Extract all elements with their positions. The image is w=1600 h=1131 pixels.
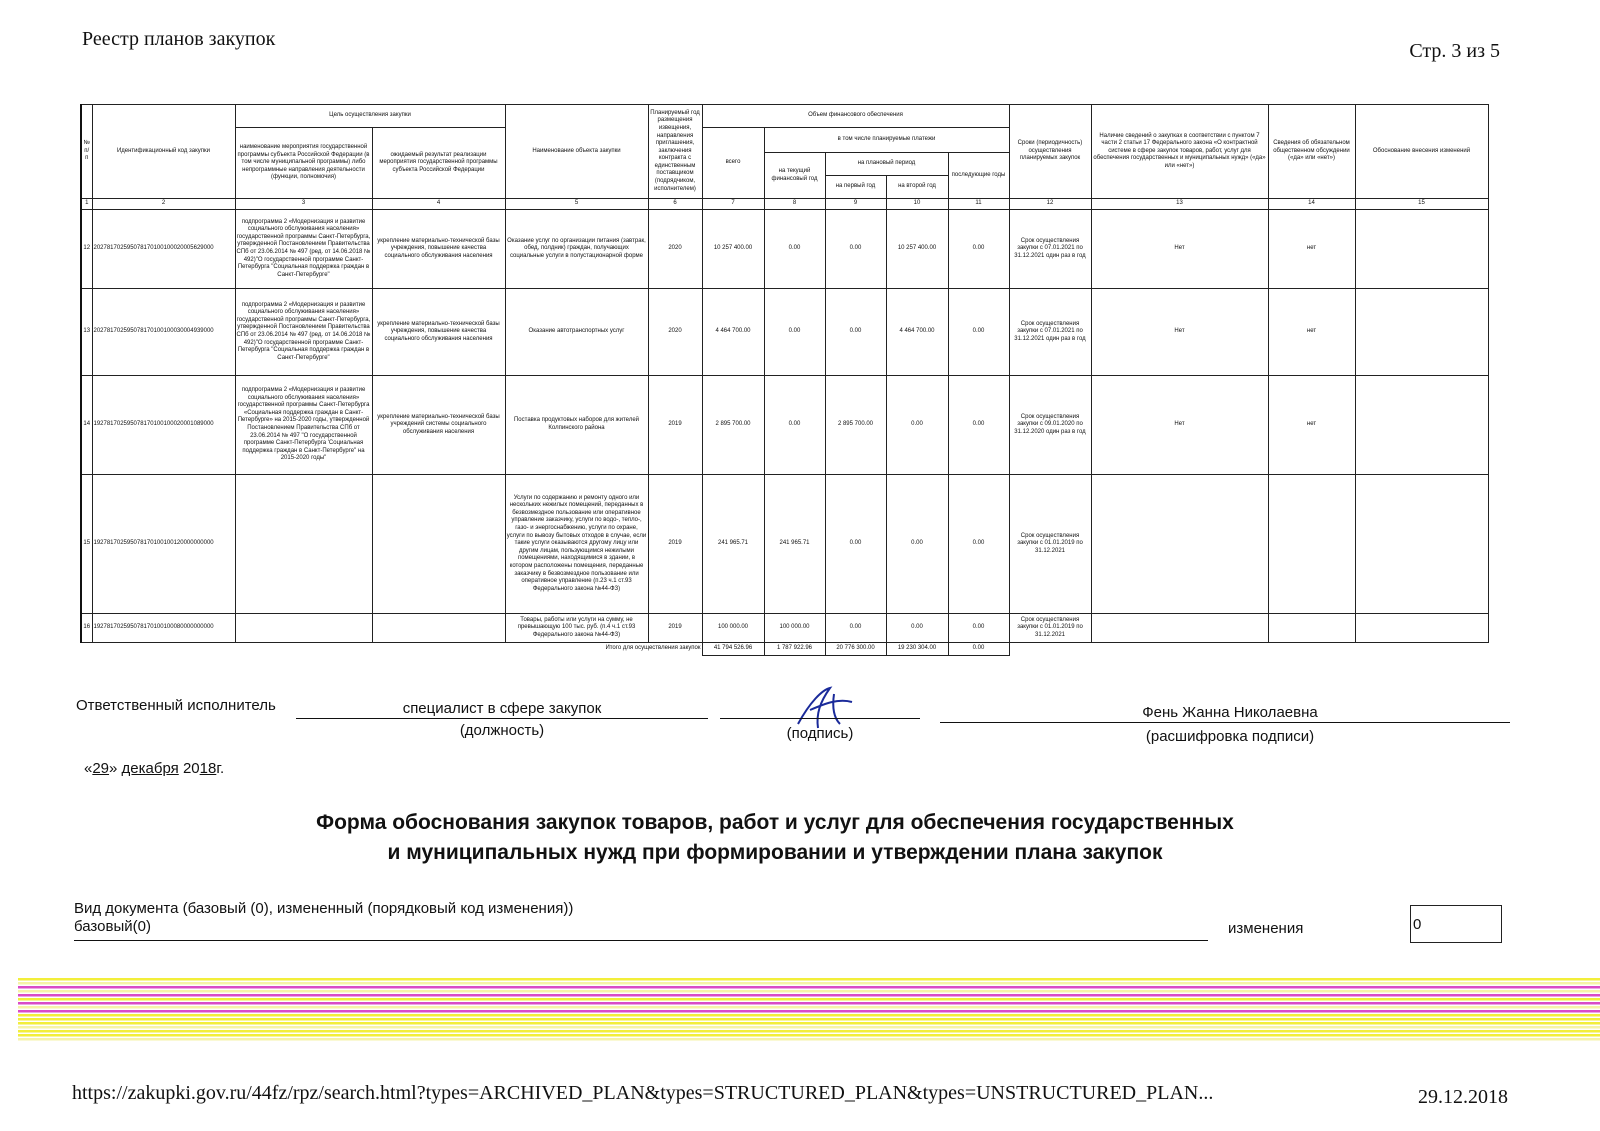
doc-type-value: базовый(0)	[74, 918, 151, 935]
table-row	[81, 475, 1488, 614]
stripe	[18, 978, 1600, 981]
totals-first: 20 776 300.00	[825, 643, 886, 656]
info-article17	[1091, 475, 1268, 614]
amount-total: 100 000.00	[702, 614, 764, 643]
col-header-goal: Цель осуществления закупки	[235, 105, 505, 128]
col-header-first-year: на первый год	[825, 176, 886, 199]
form-title	[200, 808, 1350, 868]
column-number: 14	[1268, 199, 1355, 210]
stripe	[18, 1014, 1600, 1017]
change-justification	[1355, 210, 1488, 289]
purchase-object: Оказание автотранспортных услуг	[505, 289, 648, 376]
col-header-info15: Обоснование внесения изменений	[1355, 105, 1488, 199]
page-number: Стр. 3 из 5	[1409, 40, 1500, 62]
column-number: 7	[702, 199, 764, 210]
info-article17	[1091, 614, 1268, 643]
amount-second-year: 0.00	[886, 475, 948, 614]
column-number: 1	[81, 199, 92, 210]
purchase-code: 202781702595078170100100030004939000	[92, 289, 235, 376]
planned-year: 2020	[648, 210, 702, 289]
table-row	[81, 210, 1488, 289]
stripe	[18, 1002, 1600, 1005]
col-header-term: Сроки (периодичность) осуществления планируемых закупок	[1009, 105, 1091, 199]
info-public-discussion	[1268, 614, 1355, 643]
stripe	[18, 1018, 1600, 1021]
totals-later: 0.00	[948, 643, 1009, 656]
change-justification	[1355, 475, 1488, 614]
document-title: Реестр планов закупок	[82, 28, 276, 50]
date-year: 18	[199, 760, 217, 777]
purchase-code: 202781702595078170100100020005629000	[92, 210, 235, 289]
column-number: 15	[1355, 199, 1488, 210]
column-number: 13	[1091, 199, 1268, 210]
stripe	[18, 1026, 1600, 1029]
column-number: 3	[235, 199, 372, 210]
purchase-object: Товары, работы или услуги на сумму, не превышающую 100 тыс. руб. (п.4 ч.1 ст.93 Федерального закона №44-ФЗ)	[505, 614, 648, 643]
purchase-code: 192781702595078170100100020001089000	[92, 376, 235, 475]
info-article17: Нет	[1091, 289, 1268, 376]
info-public-discussion	[1268, 475, 1355, 614]
program-measure	[235, 614, 372, 643]
table-row	[81, 289, 1488, 376]
row-number: 16	[81, 614, 92, 643]
col-header-current: на текущий финансовый год	[764, 153, 825, 199]
col-header-info14: Сведения об обязательном общественном обсуждении («да» или «нет»)	[1268, 105, 1355, 199]
program-measure: подпрограмма 2 «Модернизация и развитие социального обслуживания населения» государственной программы Санкт-Петербурга, утвержденной Постановлением Правительства СПб от 23.06.2014 № 497 (ред. от 14.06.2018 № 492)"О государственной программе Санкт-Петербурга "Социальная поддержка граждан в Санкт-Петербурге"	[235, 289, 372, 376]
doc-type-line	[74, 940, 1208, 941]
amount-total: 241 965.71	[702, 475, 764, 614]
column-number: 2	[92, 199, 235, 210]
footer-date: 29.12.2018	[1418, 1086, 1508, 1108]
stripe	[18, 1006, 1600, 1009]
amount-later-years: 0.00	[948, 289, 1009, 376]
row-number: 13	[81, 289, 92, 376]
amount-second-year: 0.00	[886, 376, 948, 475]
totals-label: Итого для осуществления закупок	[81, 643, 702, 656]
col-header-total: всего	[702, 128, 764, 199]
amount-first-year: 2 895 700.00	[825, 376, 886, 475]
col-header-result: ожидаемый результат реализации мероприятия государственной программы субъекта Российской Федерации	[372, 128, 505, 199]
info-public-discussion: нет	[1268, 289, 1355, 376]
totals-current: 1 787 922.96	[764, 643, 825, 656]
amount-second-year: 10 257 400.00	[886, 210, 948, 289]
col-header-info13: Наличие сведений о закупках в соответствии с пунктом 7 части 2 статьи 17 Федерального закона «О контрактной системе в сфере закупок товаров, работ, услуг для обеспечения государственных и муниципальных нужд» («да» или «нет»)	[1091, 105, 1268, 199]
expected-result: укрепление материально-технической базы учреждения, повышение качества социального обслуживания населения	[372, 210, 505, 289]
purchase-code: 192781702595078170100100120000000000	[92, 475, 235, 614]
row-number: 14	[81, 376, 92, 475]
responsible-label: Ответственный исполнитель	[76, 697, 276, 714]
col-header-object: Наименование объекта закупки	[505, 105, 648, 199]
stripe	[18, 1030, 1600, 1033]
expected-result	[372, 475, 505, 614]
info-public-discussion: нет	[1268, 210, 1355, 289]
col-header-code: Идентификационный код закупки	[92, 105, 235, 199]
column-number: 6	[648, 199, 702, 210]
date-month: декабря	[121, 760, 179, 777]
stripe	[18, 1038, 1600, 1041]
signer-name: Фень Жанна Николаевна	[1142, 704, 1318, 721]
column-number: 11	[948, 199, 1009, 210]
row-number: 12	[81, 210, 92, 289]
change-justification	[1355, 376, 1488, 475]
totals-row	[81, 643, 1488, 656]
signature-line	[720, 718, 920, 719]
date-mid: »	[109, 760, 118, 777]
info-article17: Нет	[1091, 210, 1268, 289]
doc-type-label: Вид документа (базовый (0), измененный (порядковый код изменения))	[74, 900, 574, 917]
amount-current-year: 100 000.00	[764, 614, 825, 643]
changes-label: изменения	[1228, 920, 1304, 937]
totals-second: 19 230 304.00	[886, 643, 948, 656]
position-line	[296, 718, 708, 719]
printer-stripes	[18, 978, 1600, 1044]
form-title-line2: и муниципальных нужд при формировании и утверждении плана закупок	[387, 841, 1163, 864]
amount-current-year: 241 965.71	[764, 475, 825, 614]
stripe	[18, 1034, 1600, 1037]
position-value: специалист в сфере закупок	[402, 700, 602, 717]
amount-later-years: 0.00	[948, 376, 1009, 475]
amount-first-year: 0.00	[825, 475, 886, 614]
purchase-term: Срок осуществления закупки с 07.01.2021 по 31.12.2021 один раз в год	[1009, 210, 1091, 289]
footer-url: https://zakupki.gov.ru/44fz/rpz/search.html?types=ARCHIVED_PLAN&types=STRUCTURED_PLAN&types=UNSTRUCTURED_PLAN...	[72, 1082, 1214, 1104]
col-header-plan-period: на плановый период	[825, 153, 948, 176]
planned-year: 2019	[648, 475, 702, 614]
amount-first-year: 0.00	[825, 289, 886, 376]
col-header-second-year: на второй год	[886, 176, 948, 199]
purchase-term: Срок осуществления закупки с 01.01.2019 по 31.12.2021	[1009, 475, 1091, 614]
purchase-object: Поставка продуктовых наборов для жителей Колпинского района	[505, 376, 648, 475]
stripe	[18, 982, 1600, 985]
signature-caption: (подпись)	[786, 725, 854, 742]
change-justification	[1355, 614, 1488, 643]
date-year-prefix: 20	[182, 760, 200, 777]
column-number-row	[81, 199, 1488, 210]
totals-total: 41 794 526.96	[702, 643, 764, 656]
row-number: 15	[81, 475, 92, 614]
table-row	[81, 614, 1488, 643]
change-justification	[1355, 289, 1488, 376]
name-caption: (расшифровка подписи)	[1145, 728, 1315, 745]
col-header-finance: Объем финансового обеспечения	[702, 105, 1009, 128]
amount-current-year: 0.00	[764, 376, 825, 475]
col-header-planned: в том числе планируемые платежи	[764, 128, 1009, 153]
column-number: 9	[825, 199, 886, 210]
name-line	[940, 722, 1510, 723]
amount-second-year: 4 464 700.00	[886, 289, 948, 376]
form-title-line1: Форма обоснования закупок товаров, работ и услуг для обеспечения государственных	[316, 811, 1234, 834]
column-number: 5	[505, 199, 648, 210]
purchase-object: Услуги по содержанию и ремонту одного или нескольких нежилых помещений, переданных в безвозмездное пользование или оперативное управление заказчику, услуги по водо-, тепло-, газо- и энергоснабжению, услуги по охране, услуги по вывозу бытовых отходов в случае, если такие услуги оказываются другому лицу или другим лицам, пользующимся нежилыми помещениями, находящимися в здании, в котором расположены помещения, переданные заказчику в безвозмездное пользование или оперативное управление (п.23 ч.1 ст.93 Федерального закона №44-ФЗ)	[505, 475, 648, 614]
procurement-plan-table	[80, 104, 1489, 656]
position-caption: (должность)	[459, 722, 545, 739]
stripe	[18, 1022, 1600, 1025]
col-header-number: № п/п	[81, 105, 92, 199]
changes-box: 0	[1410, 905, 1502, 943]
signing-date	[84, 760, 224, 777]
col-header-year: Планируемый год размещения извещения, направления приглашения, заключения контракта с единственным поставщиком (подрядчиком, исполнителем)	[648, 105, 702, 199]
program-measure: подпрограмма 2 «Модернизация и развитие социального обслуживания населения» государственной программы Санкт-Петербурга, утвержденной Постановлением Правительства СПб от 23.06.2014 № 497 (ред. от 14.06.2018 № 492)"О государственной программе Санкт-Петербурга "Социальная поддержка граждан в Санкт-Петербурге"	[235, 210, 372, 289]
expected-result: укрепление материально-технической базы учреждения, повышение качества социального обслуживания населения	[372, 289, 505, 376]
amount-first-year: 0.00	[825, 614, 886, 643]
table-row	[81, 376, 1488, 475]
amount-second-year: 0.00	[886, 614, 948, 643]
planned-year: 2020	[648, 289, 702, 376]
purchase-object: Оказание услуг по организации питания (завтрак, обед, полдник) граждан, получающих социальные услуги в полустационарной форме	[505, 210, 648, 289]
info-public-discussion: нет	[1268, 376, 1355, 475]
col-header-measure: наименование мероприятия государственной программы субъекта Российской Федерации (в том числе муниципальной программы) либо непрограммные направления деятельности (функции, полномочия)	[235, 128, 372, 199]
amount-later-years: 0.00	[948, 475, 1009, 614]
purchase-term: Срок осуществления закупки с 09.01.2020 по 31.12.2020 один раз в год	[1009, 376, 1091, 475]
stripe	[18, 986, 1600, 989]
col-header-later: последующие годы	[948, 153, 1009, 199]
program-measure: подпрограмма 2 «Модернизация и развитие социального обслуживания населения» государственной программы Санкт-Петербурга «Социальная поддержка граждан в Санкт-Петербурге» на 2015-2020 годы, утвержденной Постановлением Правительства СПб от 23.06.2014 № 497 "О государственной программе Санкт-Петербурга 'Социальная поддержка граждан в Санкт-Петербурге" на 2015-2020 годы"	[235, 376, 372, 475]
amount-later-years: 0.00	[948, 614, 1009, 643]
amount-current-year: 0.00	[764, 289, 825, 376]
stripe	[18, 998, 1600, 1001]
planned-year: 2019	[648, 614, 702, 643]
program-measure	[235, 475, 372, 614]
purchase-code: 192781702595078170100100080000000000	[92, 614, 235, 643]
expected-result: укрепление материально-технической базы учреждений системы социального обслуживания населения	[372, 376, 505, 475]
date-suffix: г.	[216, 760, 225, 777]
purchase-term: Срок осуществления закупки с 01.01.2019 по 31.12.2021	[1009, 614, 1091, 643]
amount-current-year: 0.00	[764, 210, 825, 289]
amount-first-year: 0.00	[825, 210, 886, 289]
stripe	[18, 1010, 1600, 1013]
info-article17: Нет	[1091, 376, 1268, 475]
expected-result	[372, 614, 505, 643]
stripe	[18, 994, 1600, 997]
amount-total: 4 464 700.00	[702, 289, 764, 376]
column-number: 4	[372, 199, 505, 210]
planned-year: 2019	[648, 376, 702, 475]
stripe	[18, 990, 1600, 993]
amount-total: 2 895 700.00	[702, 376, 764, 475]
column-number: 8	[764, 199, 825, 210]
amount-later-years: 0.00	[948, 210, 1009, 289]
date-day: 29	[92, 760, 110, 777]
column-number: 10	[886, 199, 948, 210]
date-open: «	[84, 760, 93, 777]
column-number: 12	[1009, 199, 1091, 210]
amount-total: 10 257 400.00	[702, 210, 764, 289]
purchase-term: Срок осуществления закупки с 07.01.2021 по 31.12.2021 один раз в год	[1009, 289, 1091, 376]
